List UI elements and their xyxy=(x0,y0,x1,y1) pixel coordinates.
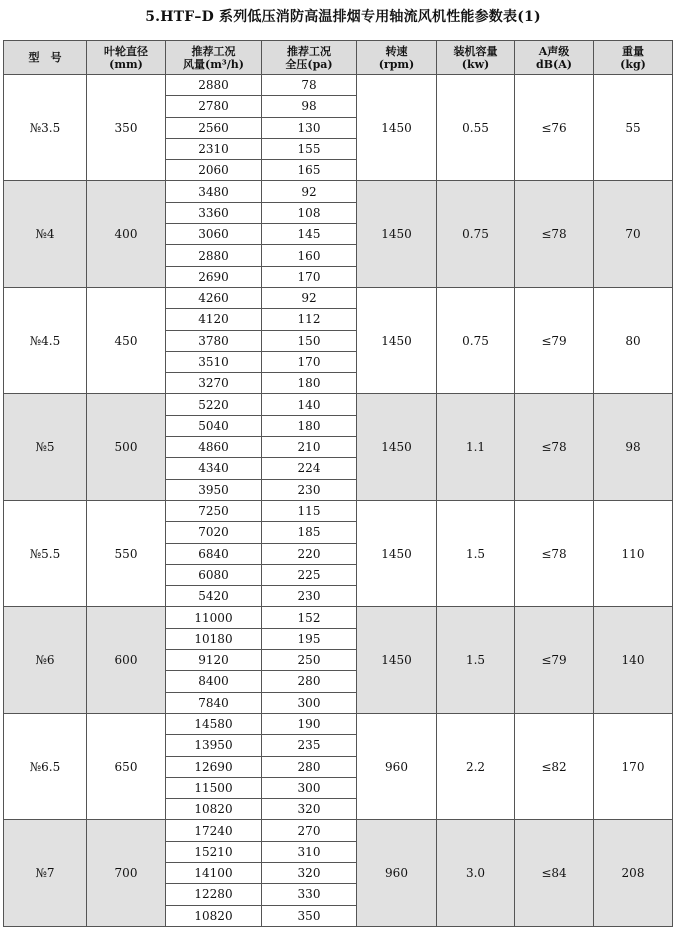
pressure-cell: 155 xyxy=(262,138,357,159)
airflow-cell: 14580 xyxy=(166,713,262,734)
page-title: 5.HTF–D 系列低压消防高温排烟专用轴流风机性能参数表(1) xyxy=(145,9,541,25)
diameter-cell: 350 xyxy=(87,75,166,181)
performance-table xyxy=(3,40,673,927)
weight-cell: 55 xyxy=(594,75,673,181)
airflow-cell: 3270 xyxy=(166,373,262,394)
airflow-cell: 8400 xyxy=(166,671,262,692)
pressure-cell: 130 xyxy=(262,117,357,138)
pressure-cell: 170 xyxy=(262,351,357,372)
noise-cell: ≤79 xyxy=(515,607,594,713)
power-cell: 3.0 xyxy=(437,820,515,926)
airflow-cell: 13950 xyxy=(166,735,262,756)
pressure-cell: 250 xyxy=(262,650,357,671)
table-row xyxy=(4,75,673,96)
header-impeller-diameter: 叶轮直径 (mm) xyxy=(87,41,166,75)
pressure-cell: 310 xyxy=(262,841,357,862)
airflow-cell: 4860 xyxy=(166,437,262,458)
pressure-cell: 230 xyxy=(262,586,357,607)
diameter-cell: 500 xyxy=(87,394,166,500)
weight-cell: 140 xyxy=(594,607,673,713)
airflow-cell: 11500 xyxy=(166,777,262,798)
speed-cell: 960 xyxy=(357,820,437,926)
airflow-cell: 7840 xyxy=(166,692,262,713)
model-cell: №6.5 xyxy=(4,713,87,819)
speed-cell: 1450 xyxy=(357,75,437,181)
header-row xyxy=(4,41,673,75)
model-cell: №6 xyxy=(4,607,87,713)
speed-cell: 960 xyxy=(357,713,437,819)
table-row xyxy=(4,287,673,308)
power-cell: 1.5 xyxy=(437,607,515,713)
airflow-cell: 2310 xyxy=(166,138,262,159)
pressure-cell: 108 xyxy=(262,202,357,223)
table-row xyxy=(4,500,673,521)
weight-cell: 70 xyxy=(594,181,673,287)
pressure-cell: 92 xyxy=(262,287,357,308)
airflow-cell: 5040 xyxy=(166,415,262,436)
weight-cell: 170 xyxy=(594,713,673,819)
pressure-cell: 185 xyxy=(262,522,357,543)
noise-cell: ≤78 xyxy=(515,181,594,287)
header-noise: A声级 dB(A) xyxy=(515,41,594,75)
pressure-cell: 280 xyxy=(262,756,357,777)
weight-cell: 98 xyxy=(594,394,673,500)
table-row xyxy=(4,820,673,841)
model-cell: №4 xyxy=(4,181,87,287)
pressure-cell: 170 xyxy=(262,266,357,287)
model-cell: №5 xyxy=(4,394,87,500)
airflow-cell: 3780 xyxy=(166,330,262,351)
weight-cell: 80 xyxy=(594,287,673,393)
airflow-cell: 3480 xyxy=(166,181,262,202)
airflow-cell: 12690 xyxy=(166,756,262,777)
table-row xyxy=(4,181,673,202)
airflow-cell: 4120 xyxy=(166,309,262,330)
airflow-cell: 2880 xyxy=(166,245,262,266)
header-weight: 重量 (kg) xyxy=(594,41,673,75)
pressure-cell: 115 xyxy=(262,500,357,521)
power-cell: 2.2 xyxy=(437,713,515,819)
power-cell: 1.1 xyxy=(437,394,515,500)
header-airflow: 推荐工况 风量(m³/h) xyxy=(166,41,262,75)
pressure-cell: 190 xyxy=(262,713,357,734)
table-row xyxy=(4,394,673,415)
pressure-cell: 112 xyxy=(262,309,357,330)
pressure-cell: 165 xyxy=(262,160,357,181)
airflow-cell: 3510 xyxy=(166,351,262,372)
header-total-pressure: 推荐工况 全压(pa) xyxy=(262,41,357,75)
airflow-cell: 6080 xyxy=(166,564,262,585)
pressure-cell: 300 xyxy=(262,777,357,798)
diameter-cell: 400 xyxy=(87,181,166,287)
noise-cell: ≤78 xyxy=(515,500,594,606)
table-row xyxy=(4,607,673,628)
airflow-cell: 15210 xyxy=(166,841,262,862)
airflow-cell: 7250 xyxy=(166,500,262,521)
table-row xyxy=(4,713,673,734)
airflow-cell: 11000 xyxy=(166,607,262,628)
noise-cell: ≤82 xyxy=(515,713,594,819)
pressure-cell: 224 xyxy=(262,458,357,479)
diameter-cell: 550 xyxy=(87,500,166,606)
pressure-cell: 230 xyxy=(262,479,357,500)
pressure-cell: 320 xyxy=(262,799,357,820)
pressure-cell: 180 xyxy=(262,373,357,394)
airflow-cell: 2690 xyxy=(166,266,262,287)
airflow-cell: 2880 xyxy=(166,75,262,96)
pressure-cell: 220 xyxy=(262,543,357,564)
airflow-cell: 6840 xyxy=(166,543,262,564)
speed-cell: 1450 xyxy=(357,607,437,713)
diameter-cell: 650 xyxy=(87,713,166,819)
pressure-cell: 225 xyxy=(262,564,357,585)
model-cell: №4.5 xyxy=(4,287,87,393)
pressure-cell: 160 xyxy=(262,245,357,266)
noise-cell: ≤78 xyxy=(515,394,594,500)
header-speed: 转速 (rpm) xyxy=(357,41,437,75)
weight-cell: 110 xyxy=(594,500,673,606)
speed-cell: 1450 xyxy=(357,394,437,500)
model-cell: №7 xyxy=(4,820,87,926)
pressure-cell: 152 xyxy=(262,607,357,628)
pressure-cell: 180 xyxy=(262,415,357,436)
diameter-cell: 450 xyxy=(87,287,166,393)
power-cell: 0.75 xyxy=(437,181,515,287)
noise-cell: ≤79 xyxy=(515,287,594,393)
header-power: 装机容量 (kw) xyxy=(437,41,515,75)
airflow-cell: 2560 xyxy=(166,117,262,138)
airflow-cell: 7020 xyxy=(166,522,262,543)
pressure-cell: 145 xyxy=(262,224,357,245)
airflow-cell: 10820 xyxy=(166,905,262,926)
pressure-cell: 280 xyxy=(262,671,357,692)
airflow-cell: 5420 xyxy=(166,586,262,607)
speed-cell: 1450 xyxy=(357,287,437,393)
airflow-cell: 17240 xyxy=(166,820,262,841)
pressure-cell: 140 xyxy=(262,394,357,415)
noise-cell: ≤84 xyxy=(515,820,594,926)
airflow-cell: 2060 xyxy=(166,160,262,181)
airflow-cell: 14100 xyxy=(166,862,262,883)
table-body xyxy=(4,75,673,927)
speed-cell: 1450 xyxy=(357,500,437,606)
airflow-cell: 10180 xyxy=(166,628,262,649)
airflow-cell: 4260 xyxy=(166,287,262,308)
diameter-cell: 700 xyxy=(87,820,166,926)
pressure-cell: 195 xyxy=(262,628,357,649)
pressure-cell: 78 xyxy=(262,75,357,96)
pressure-cell: 235 xyxy=(262,735,357,756)
airflow-cell: 2780 xyxy=(166,96,262,117)
pressure-cell: 92 xyxy=(262,181,357,202)
model-cell: №3.5 xyxy=(4,75,87,181)
pressure-cell: 300 xyxy=(262,692,357,713)
airflow-cell: 12280 xyxy=(166,884,262,905)
model-cell: №5.5 xyxy=(4,500,87,606)
power-cell: 0.75 xyxy=(437,287,515,393)
header-model: 型 号 xyxy=(4,41,87,75)
power-cell: 1.5 xyxy=(437,500,515,606)
pressure-cell: 210 xyxy=(262,437,357,458)
pressure-cell: 320 xyxy=(262,862,357,883)
airflow-cell: 9120 xyxy=(166,650,262,671)
airflow-cell: 3950 xyxy=(166,479,262,500)
pressure-cell: 98 xyxy=(262,96,357,117)
airflow-cell: 5220 xyxy=(166,394,262,415)
airflow-cell: 3060 xyxy=(166,224,262,245)
pressure-cell: 270 xyxy=(262,820,357,841)
pressure-cell: 350 xyxy=(262,905,357,926)
airflow-cell: 3360 xyxy=(166,202,262,223)
power-cell: 0.55 xyxy=(437,75,515,181)
diameter-cell: 600 xyxy=(87,607,166,713)
pressure-cell: 330 xyxy=(262,884,357,905)
pressure-cell: 150 xyxy=(262,330,357,351)
airflow-cell: 10820 xyxy=(166,799,262,820)
airflow-cell: 4340 xyxy=(166,458,262,479)
weight-cell: 208 xyxy=(594,820,673,926)
noise-cell: ≤76 xyxy=(515,75,594,181)
speed-cell: 1450 xyxy=(357,181,437,287)
